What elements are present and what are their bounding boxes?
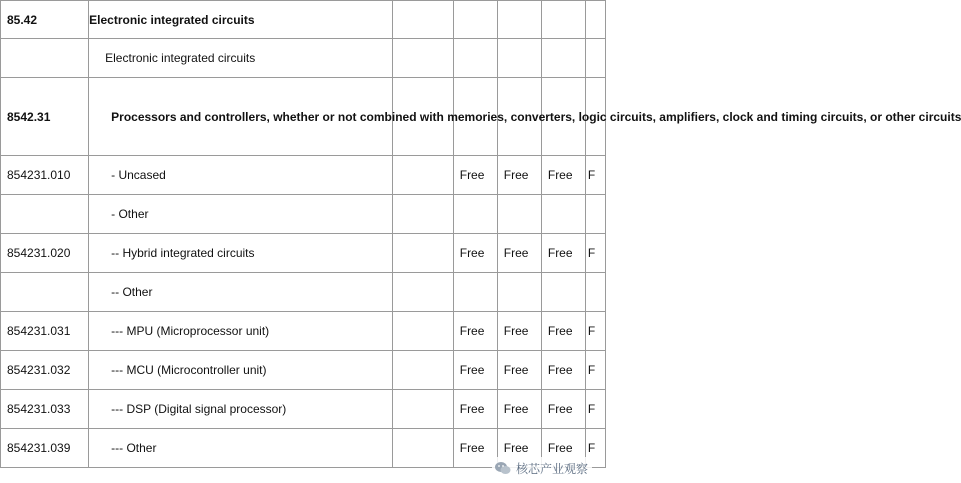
duty-rate-cell: F — [585, 156, 605, 195]
table-row — [1, 234, 606, 273]
tariff-code-cell: 854231.031 — [1, 312, 89, 351]
description-cell: --- DSP (Digital signal processor) — [89, 390, 393, 429]
empty-cell — [392, 234, 453, 273]
duty-rate-cell: Free — [497, 312, 541, 351]
duty-rate-cell: Free — [497, 429, 541, 468]
empty-cell — [392, 273, 453, 312]
duty-rate-cell — [541, 273, 585, 312]
description-cell: Electronic integrated circuits — [89, 1, 393, 39]
duty-rate-cell: Free — [541, 351, 585, 390]
duty-rate-cell — [453, 1, 497, 39]
empty-cell — [392, 156, 453, 195]
table-row — [1, 195, 606, 234]
duty-rate-cell: Free — [541, 312, 585, 351]
table-row — [1, 273, 606, 312]
table-row — [1, 390, 606, 429]
duty-rate-cell: Free — [541, 429, 585, 468]
duty-rate-cell — [497, 39, 541, 78]
watermark — [492, 457, 592, 479]
description-cell: Processors and controllers, whether or not combined with memories, converters, logic circuits, amplifiers, clock and timing circuits, or other circuits — [89, 78, 393, 156]
table-row — [1, 156, 606, 195]
duty-rate-cell — [497, 195, 541, 234]
table-row — [1, 78, 606, 156]
description-cell: - Other — [89, 195, 393, 234]
description-cell: --- MCU (Microcontroller unit) — [89, 351, 393, 390]
duty-rate-cell: F — [585, 429, 605, 468]
empty-cell — [392, 351, 453, 390]
empty-cell — [392, 39, 453, 78]
tariff-table-body — [1, 1, 961, 468]
description-cell: -- Other — [89, 273, 393, 312]
duty-rate-cell: Free — [453, 234, 497, 273]
wechat-icon — [494, 459, 512, 477]
duty-rate-cell: F — [585, 312, 605, 351]
description-cell: Electronic integrated circuits — [89, 39, 393, 78]
duty-rate-cell: F — [585, 351, 605, 390]
empty-cell — [392, 195, 453, 234]
duty-rate-cell — [541, 39, 585, 78]
duty-rate-cell: Free — [497, 156, 541, 195]
description-cell: --- MPU (Microprocessor unit) — [89, 312, 393, 351]
duty-rate-cell: Free — [453, 312, 497, 351]
duty-rate-cell — [585, 1, 605, 39]
tariff-code-cell: 854231.020 — [1, 234, 89, 273]
duty-rate-cell: Free — [541, 390, 585, 429]
table-row — [1, 1, 606, 39]
duty-rate-cell: F — [585, 390, 605, 429]
description-cell: - Uncased — [89, 156, 393, 195]
duty-rate-cell: Free — [497, 234, 541, 273]
duty-rate-cell: Free — [497, 351, 541, 390]
empty-cell — [392, 1, 453, 39]
table-row — [1, 312, 606, 351]
description-cell: -- Hybrid integrated circuits — [89, 234, 393, 273]
duty-rate-cell — [453, 39, 497, 78]
watermark-text: 核芯产业观察 — [515, 461, 588, 476]
empty-cell — [392, 429, 453, 468]
duty-rate-cell: Free — [453, 351, 497, 390]
table-row — [1, 351, 606, 390]
duty-rate-cell — [497, 273, 541, 312]
duty-rate-cell: Free — [453, 156, 497, 195]
duty-rate-cell — [585, 39, 605, 78]
tariff-code-cell: 85.42 — [1, 1, 89, 39]
empty-cell — [392, 390, 453, 429]
duty-rate-cell: Free — [541, 234, 585, 273]
tariff-code-cell — [1, 273, 89, 312]
duty-rate-cell — [453, 273, 497, 312]
duty-rate-cell: Free — [453, 429, 497, 468]
duty-rate-cell — [585, 273, 605, 312]
tariff-code-cell — [1, 195, 89, 234]
duty-rate-cell: Free — [453, 390, 497, 429]
table-row — [1, 39, 606, 78]
empty-cell — [392, 312, 453, 351]
duty-rate-cell — [541, 1, 585, 39]
tariff-code-cell: 854231.039 — [1, 429, 89, 468]
duty-rate-cell: Free — [497, 390, 541, 429]
duty-rate-cell — [541, 195, 585, 234]
duty-rate-cell — [585, 195, 605, 234]
tariff-code-cell — [1, 39, 89, 78]
tariff-code-cell: 854231.010 — [1, 156, 89, 195]
tariff-code-cell: 8542.31 — [1, 78, 89, 156]
duty-rate-cell: F — [585, 234, 605, 273]
tariff-code-cell: 854231.033 — [1, 390, 89, 429]
duty-rate-cell — [497, 1, 541, 39]
duty-rate-cell — [453, 195, 497, 234]
duty-rate-cell: Free — [541, 156, 585, 195]
tariff-code-cell: 854231.032 — [1, 351, 89, 390]
description-cell: --- Other — [89, 429, 393, 468]
